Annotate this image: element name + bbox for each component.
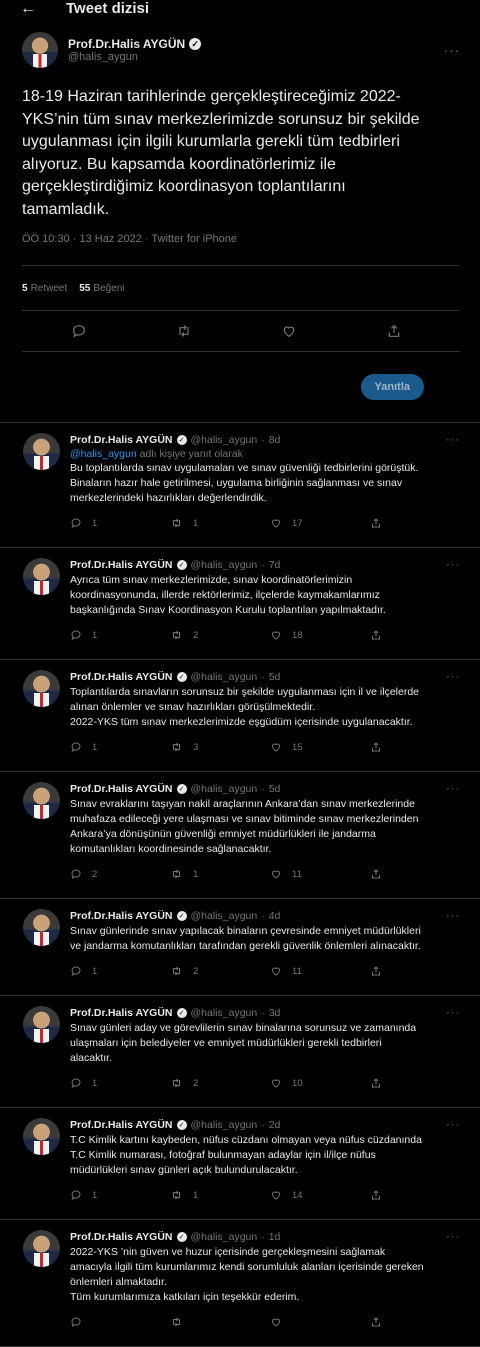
author-name[interactable]: Prof.Dr.Halis AYGÜN bbox=[70, 1231, 173, 1243]
author-handle[interactable]: @halis_aygun bbox=[190, 783, 258, 795]
tweet-timestamp[interactable]: ÖÖ 10:30 · 13 Haz 2022 · Twitter for iPhone bbox=[22, 233, 238, 245]
retweet-count[interactable]: 5 Retweet bbox=[22, 282, 68, 294]
retweet-count: 2 bbox=[193, 629, 199, 641]
verified-badge-icon: ✓ bbox=[177, 435, 187, 445]
like-icon[interactable] bbox=[270, 517, 282, 529]
tweet-actions bbox=[70, 859, 460, 889]
retweet-action[interactable] bbox=[170, 741, 270, 753]
avatar[interactable] bbox=[22, 32, 58, 68]
share-action[interactable] bbox=[370, 1316, 382, 1328]
replying-to: @halis_aygun adlı kişiye yanıt olarak bbox=[70, 448, 243, 460]
like-icon[interactable] bbox=[270, 1316, 282, 1328]
retweet-action[interactable] bbox=[170, 517, 270, 529]
share-action[interactable] bbox=[370, 1077, 382, 1089]
reply-icon[interactable] bbox=[70, 629, 82, 641]
retweet-icon[interactable] bbox=[170, 741, 183, 753]
verified-badge-icon: ✓ bbox=[177, 911, 187, 921]
author-handle[interactable]: @halis_aygun bbox=[190, 434, 258, 446]
like-count: 10 bbox=[292, 1077, 303, 1089]
page-title: Tweet dizisi bbox=[66, 0, 150, 17]
more-options-icon[interactable]: ··· bbox=[446, 1119, 460, 1131]
separator-dot: · bbox=[261, 783, 265, 795]
main-tweet-author bbox=[22, 28, 460, 72]
tweet-actions bbox=[70, 508, 460, 538]
share-icon[interactable] bbox=[370, 741, 382, 753]
main-tweet-actions bbox=[22, 311, 460, 351]
avatar[interactable] bbox=[23, 1006, 60, 1043]
like-icon[interactable] bbox=[270, 1189, 282, 1201]
like-action[interactable] bbox=[270, 629, 370, 641]
like-count[interactable]: 55 Beğeni bbox=[79, 282, 125, 294]
verified-badge-icon: ✓ bbox=[177, 1120, 187, 1130]
tweet-text: T.C Kimlik kartını kaybeden, nüfus cüzdanı olmayan veya nüfus cüzdanında T.C Kimlik numarası, fotoğraf bulunmayan adaylar için il/ilçe nüfus müdürlükleri sınav günleri açık bulundurulacaktır. bbox=[70, 1134, 422, 1176]
reply-area bbox=[22, 352, 460, 422]
thread-tweet[interactable] bbox=[0, 996, 480, 1098]
share-icon[interactable] bbox=[370, 1189, 382, 1201]
main-tweet-text: 18-19 Haziran tarihlerinde gerçekleştireceğimiz 2022- YKS’nin tüm sınav merkezlerimizde sorunsuz bir şekilde uygulanması için ilgili kurumlarla gerekli tüm tedbirleri alıyoruz. Bu kapsamda koordinatörlerimiz ile gerçekleştirdiğimiz koordinasyon toplantılarını tamamladık. bbox=[22, 88, 420, 218]
reply-icon[interactable] bbox=[70, 1316, 82, 1328]
more-options-icon[interactable]: ··· bbox=[446, 1007, 460, 1019]
share-icon[interactable] bbox=[370, 517, 382, 529]
tweet-time[interactable]: 2d bbox=[268, 1119, 281, 1131]
author-name[interactable]: Prof.Dr.Halis AYGÜN bbox=[68, 37, 186, 51]
retweet-icon[interactable] bbox=[170, 1189, 183, 1201]
thread-tweet[interactable] bbox=[0, 899, 480, 986]
avatar[interactable] bbox=[23, 909, 60, 946]
author-handle[interactable]: @halis_aygun bbox=[190, 1231, 258, 1243]
like-icon[interactable] bbox=[270, 965, 282, 977]
more-options-icon[interactable]: ··· bbox=[446, 434, 460, 446]
reply-icon[interactable] bbox=[70, 868, 82, 880]
tweet-time[interactable]: 4d bbox=[268, 910, 281, 922]
separator-dot: · bbox=[261, 434, 265, 446]
avatar[interactable] bbox=[23, 1230, 60, 1267]
tweet-actions bbox=[70, 1180, 460, 1210]
like-icon[interactable] bbox=[270, 1077, 282, 1089]
reply-count: 1 bbox=[92, 741, 98, 753]
like-action[interactable] bbox=[270, 1316, 370, 1328]
tweet-actions bbox=[70, 1307, 460, 1337]
tweet-actions bbox=[70, 1068, 460, 1098]
like-count: 11 bbox=[292, 868, 302, 880]
avatar[interactable] bbox=[23, 670, 60, 707]
like-count: 14 bbox=[292, 1189, 303, 1201]
tweet-text: Sınav günleri aday ve görevlilerin sınav binalarına sorunsuz ve zamanında ulaşmaları için belediyeler ve emniyet müdürlükleri gerekli tedbirleri alacaktır. bbox=[70, 1022, 417, 1064]
reply-count: 1 bbox=[92, 1077, 98, 1089]
author-name[interactable]: Prof.Dr.Halis AYGÜN bbox=[70, 783, 173, 795]
reply-action[interactable] bbox=[70, 1316, 170, 1328]
thread-tweet[interactable] bbox=[0, 1108, 480, 1210]
share-action[interactable] bbox=[370, 741, 382, 753]
author-name[interactable]: Prof.Dr.Halis AYGÜN bbox=[70, 1007, 173, 1019]
tweet-time[interactable]: 7d bbox=[268, 559, 281, 571]
retweet-icon[interactable] bbox=[170, 868, 183, 880]
like-action[interactable] bbox=[270, 517, 370, 529]
share-action[interactable] bbox=[370, 965, 382, 977]
more-options-icon[interactable]: ··· bbox=[446, 671, 460, 683]
share-icon[interactable] bbox=[370, 868, 382, 880]
reply-action[interactable] bbox=[70, 1077, 170, 1089]
like-icon[interactable] bbox=[281, 323, 297, 339]
verified-badge-icon: ✓ bbox=[177, 784, 187, 794]
share-icon[interactable] bbox=[386, 323, 402, 339]
author-handle[interactable]: @halis_aygun bbox=[190, 1119, 258, 1131]
verified-badge-icon: ✓ bbox=[177, 1232, 187, 1242]
share-action[interactable] bbox=[370, 517, 382, 529]
author-handle[interactable]: @halis_aygun bbox=[68, 51, 138, 63]
verified-badge-icon: ✓ bbox=[177, 672, 187, 682]
tweet-text: Bu toplantılarda sınav uygulamaları ve sınav güvenliği tedbirlerini görüştük. Binaların hazır hale getirilmesi, uygulama birliğinin sağlanması ve sınav merkezlerindeki hazırlıkları değerlendirdik. bbox=[70, 462, 419, 504]
retweet-icon[interactable] bbox=[170, 517, 183, 529]
thread-list bbox=[0, 423, 480, 1347]
share-icon[interactable] bbox=[370, 1077, 382, 1089]
separator-dot: · bbox=[261, 1119, 265, 1131]
tweet-actions bbox=[70, 620, 460, 650]
more-options-icon[interactable]: ··· bbox=[446, 559, 460, 571]
replying-handle-link[interactable]: @halis_aygun bbox=[70, 448, 137, 460]
reply-icon[interactable] bbox=[71, 323, 87, 339]
tweet-actions bbox=[70, 956, 460, 986]
tweet-time[interactable]: 1d bbox=[268, 1231, 281, 1243]
thread-tweet[interactable] bbox=[0, 660, 480, 762]
retweet-action[interactable] bbox=[170, 629, 270, 641]
like-icon[interactable] bbox=[270, 868, 282, 880]
tweet-time[interactable]: 5d bbox=[268, 783, 281, 795]
tweet-text: Ayrıca tüm sınav merkezlerimizde, sınav koordinatörlerimizin koordinasyonunda, illerde rektörlerimiz, ilçelerde kaymakamlarımız başkanlığında Sınav Koordinasyon Kurulu toplantıları yapılmaktadır. bbox=[70, 574, 386, 616]
thread-tweet[interactable] bbox=[0, 772, 480, 889]
avatar[interactable] bbox=[23, 433, 60, 470]
retweet-count: 3 bbox=[193, 741, 199, 753]
share-icon[interactable] bbox=[370, 1316, 382, 1328]
author-name[interactable]: Prof.Dr.Halis AYGÜN bbox=[70, 434, 173, 446]
reply-icon[interactable] bbox=[70, 517, 82, 529]
separator-dot: · bbox=[261, 910, 265, 922]
separator-dot: · bbox=[261, 559, 265, 571]
avatar[interactable] bbox=[23, 558, 60, 595]
tweet-text: Sınav evraklarını taşıyan nakil araçlarının Ankara’dan sınav merkezlerinde muhafaza edileceği yere ulaşması ve sınav bitiminde sınav merkezlerinden Ankara’ya dönüşünün güvenliği emniyet müdürlükleri ile jandarma komutanlıkları koordinesinde sağlanacaktır. bbox=[70, 798, 419, 855]
reply-button[interactable]: Yanıtla bbox=[361, 374, 424, 400]
reply-action[interactable] bbox=[70, 517, 170, 529]
retweet-action[interactable] bbox=[170, 1077, 270, 1089]
author-handle[interactable]: @halis_aygun bbox=[190, 559, 258, 571]
verified-badge-icon: ✓ bbox=[177, 560, 187, 570]
avatar[interactable] bbox=[23, 782, 60, 819]
tweet-actions bbox=[70, 732, 460, 762]
more-options-icon[interactable]: ··· bbox=[446, 783, 460, 795]
arrow-left-icon[interactable]: ← bbox=[20, 0, 36, 17]
reply-action[interactable] bbox=[70, 868, 170, 880]
retweet-action[interactable] bbox=[170, 1316, 270, 1328]
verified-badge-icon: ✓ bbox=[177, 1008, 187, 1018]
tweet-time[interactable]: 5d bbox=[268, 671, 281, 683]
tweet-text: Sınav günlerinde sınav yapılacak binaların çevresinde emniyet müdürlükleri ve jandarma komutanlıkları tarafından gerekli güvenlik önlemleri alınacaktır. bbox=[70, 925, 421, 952]
reply-count: 1 bbox=[92, 965, 98, 977]
retweet-icon[interactable] bbox=[170, 1077, 183, 1089]
reply-action[interactable] bbox=[70, 965, 170, 977]
more-options-icon[interactable]: ··· bbox=[446, 910, 460, 922]
reply-icon[interactable] bbox=[70, 1077, 82, 1089]
reply-action[interactable] bbox=[70, 629, 170, 641]
tweet-time[interactable]: 3d bbox=[268, 1007, 281, 1019]
retweet-icon[interactable] bbox=[170, 629, 183, 641]
tweet-stats bbox=[22, 266, 460, 310]
main-tweet bbox=[0, 18, 480, 422]
like-count: 15 bbox=[292, 741, 303, 753]
reply-icon[interactable] bbox=[70, 741, 82, 753]
retweet-icon[interactable] bbox=[170, 965, 183, 977]
like-action[interactable] bbox=[270, 741, 370, 753]
author-name[interactable]: Prof.Dr.Halis AYGÜN bbox=[70, 1119, 173, 1131]
tweet-time[interactable]: 8d bbox=[268, 434, 281, 446]
share-action[interactable] bbox=[370, 629, 382, 641]
author-handle[interactable]: @halis_aygun bbox=[190, 910, 258, 922]
like-action[interactable] bbox=[270, 965, 370, 977]
share-icon[interactable] bbox=[370, 629, 382, 641]
share-action[interactable] bbox=[370, 868, 382, 880]
more-options-icon[interactable]: ··· bbox=[446, 1231, 460, 1243]
share-action[interactable] bbox=[370, 1189, 382, 1201]
retweet-action[interactable] bbox=[170, 868, 270, 880]
like-action[interactable] bbox=[270, 1077, 370, 1089]
like-count: 11 bbox=[292, 965, 302, 977]
like-count: 17 bbox=[292, 517, 303, 529]
reply-count: 1 bbox=[92, 629, 98, 641]
retweet-count: 2 bbox=[193, 965, 199, 977]
thread-tweet[interactable] bbox=[0, 423, 480, 538]
reply-action[interactable] bbox=[70, 1189, 170, 1201]
author-name[interactable]: Prof.Dr.Halis AYGÜN bbox=[70, 671, 173, 683]
reply-icon[interactable] bbox=[70, 1189, 82, 1201]
separator-dot: · bbox=[261, 1007, 265, 1019]
retweet-action[interactable] bbox=[170, 965, 270, 977]
tweet-text: 2022-YKS ’nin güven ve huzur içerisinde gerçekleşmesini sağlamak amacıyla ilgili tüm kurumlarımız kendi sorumluluk alanları içerisinde gereken önlemleri almaktadır. Tüm kurumlarımıza katkıları için teşekkür ederim. bbox=[70, 1246, 424, 1303]
separator-dot: · bbox=[261, 1231, 265, 1243]
reply-count: 1 bbox=[92, 517, 98, 529]
thread-tweet[interactable] bbox=[0, 1220, 480, 1337]
reply-icon[interactable] bbox=[70, 965, 82, 977]
retweet-action[interactable] bbox=[170, 1189, 270, 1201]
more-options-icon[interactable]: ··· bbox=[444, 42, 460, 58]
retweet-count: 1 bbox=[193, 868, 199, 880]
like-action[interactable] bbox=[270, 1189, 370, 1201]
verified-badge-icon: ✓ bbox=[189, 38, 201, 50]
like-action[interactable] bbox=[270, 868, 370, 880]
retweet-icon[interactable] bbox=[176, 323, 192, 339]
retweet-icon[interactable] bbox=[170, 1316, 183, 1328]
thread-tweet[interactable] bbox=[0, 548, 480, 650]
retweet-count: 1 bbox=[193, 1189, 199, 1201]
reply-count: 2 bbox=[92, 868, 98, 880]
top-bar bbox=[0, 0, 480, 18]
retweet-count: 1 bbox=[193, 517, 199, 529]
like-icon[interactable] bbox=[270, 629, 282, 641]
share-icon[interactable] bbox=[370, 965, 382, 977]
like-icon[interactable] bbox=[270, 741, 282, 753]
author-handle[interactable]: @halis_aygun bbox=[190, 671, 258, 683]
tweet-text: Toplantılarda sınavların sorunsuz bir şekilde uygulanması için il ve ilçelerde alınan önlemler ve sınav hazırlıkları görüşülmektedir. 2022-YKS tüm sınav merkezlerimizde eşgüdüm içerisinde uygulanacaktır. bbox=[70, 686, 420, 728]
author-handle[interactable]: @halis_aygun bbox=[190, 1007, 258, 1019]
reply-action[interactable] bbox=[70, 741, 170, 753]
author-name[interactable]: Prof.Dr.Halis AYGÜN bbox=[70, 559, 173, 571]
retweet-count: 2 bbox=[193, 1077, 199, 1089]
like-count: 18 bbox=[292, 629, 303, 641]
avatar[interactable] bbox=[23, 1118, 60, 1155]
author-name[interactable]: Prof.Dr.Halis AYGÜN bbox=[70, 910, 173, 922]
reply-count: 1 bbox=[92, 1189, 98, 1201]
separator-dot: · bbox=[261, 671, 265, 683]
